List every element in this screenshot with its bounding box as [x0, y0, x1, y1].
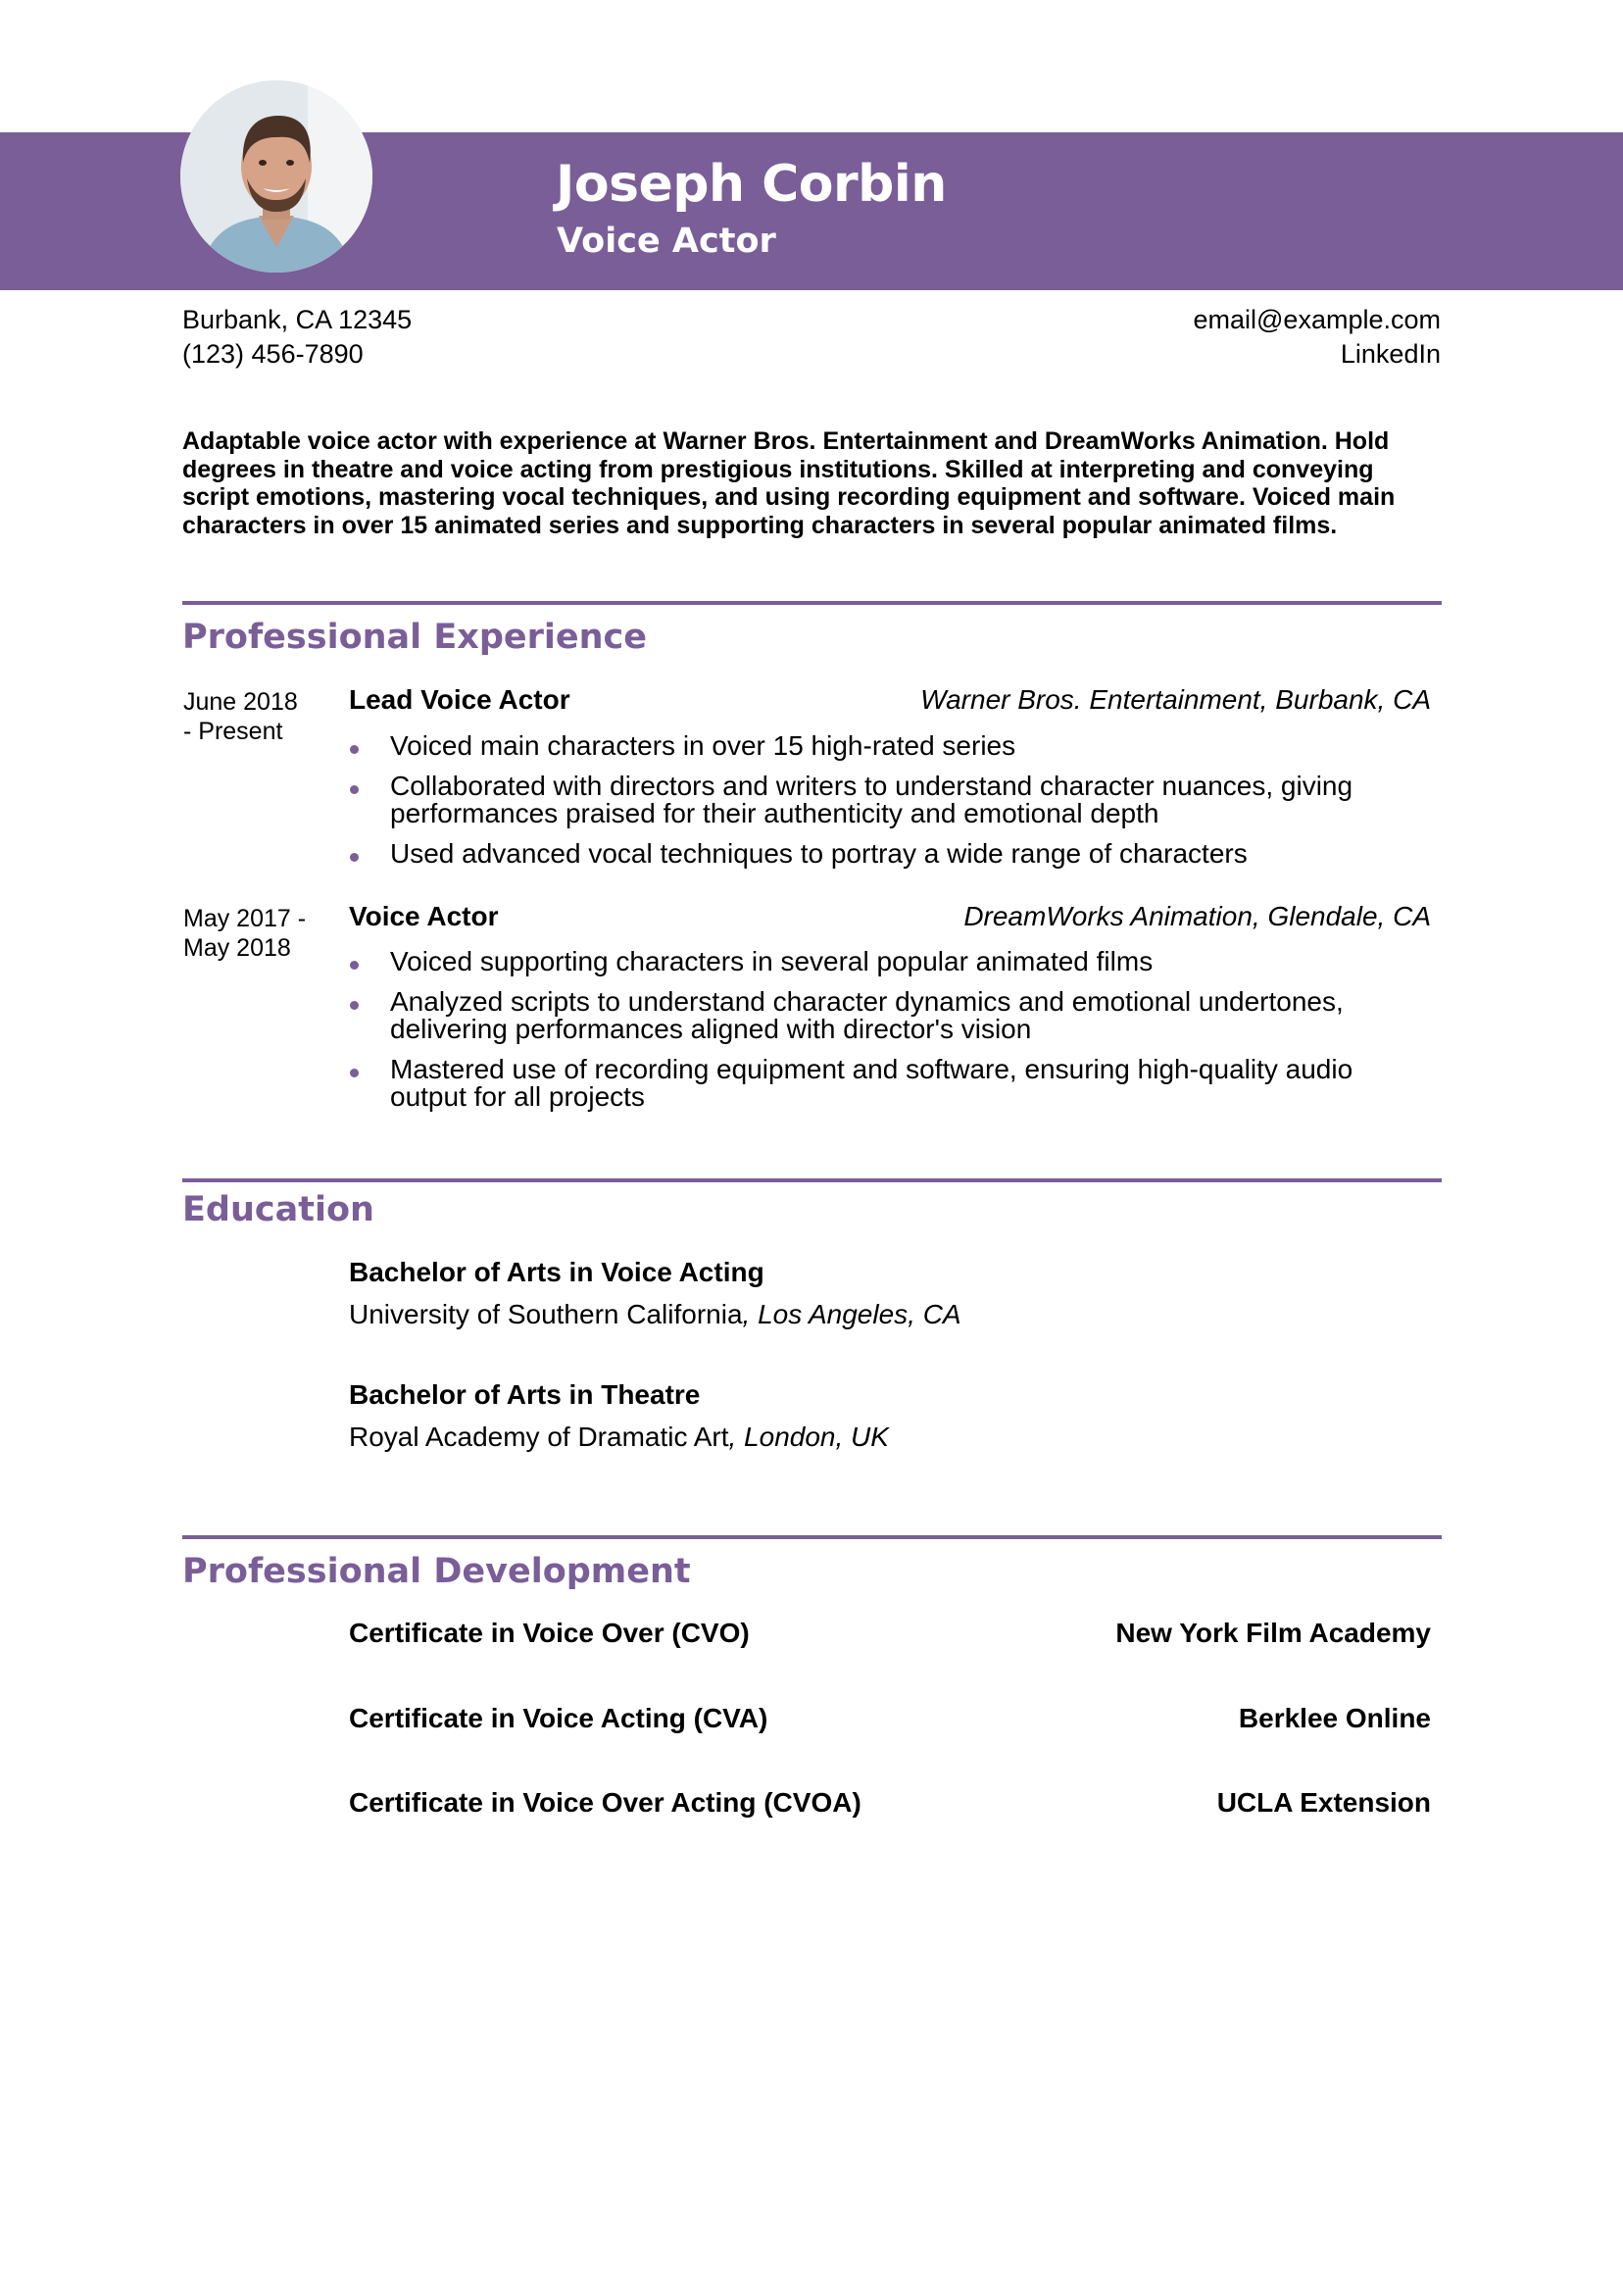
list-item	[349, 1056, 1427, 1111]
bullet-text: Voiced supporting characters in several popular animated films	[390, 946, 1154, 976]
linkedin-link[interactable]: LinkedIn	[1340, 339, 1441, 369]
list-item	[349, 732, 1427, 760]
education-heading: Education	[182, 1190, 374, 1229]
school-line	[349, 1299, 961, 1330]
contact-right	[1194, 303, 1442, 372]
candidate-title: Voice Actor	[557, 222, 776, 261]
experience-heading: Professional Experience	[182, 618, 648, 657]
job-date-start: May 2017 -	[183, 905, 307, 932]
bullet-dot-icon	[350, 785, 359, 794]
development-heading: Professional Development	[182, 1552, 691, 1591]
certificate-name: Certificate in Voice Acting (CVA)	[349, 1703, 768, 1733]
phone-text: (123) 456-7890	[182, 339, 364, 369]
bullet-dot-icon	[350, 745, 359, 754]
degree-title: Bachelor of Arts in Theatre	[349, 1379, 701, 1410]
candidate-name: Joseph Corbin	[556, 155, 947, 214]
job-organization: Warner Bros. Entertainment, Burbank, CA	[920, 684, 1431, 715]
contact-left	[182, 303, 412, 372]
job-title: Voice Actor	[349, 901, 499, 931]
section-divider	[182, 1535, 1442, 1539]
job-organization: DreamWorks Animation, Glendale, CA	[963, 901, 1431, 931]
email-link[interactable]: email@example.com	[1193, 305, 1441, 334]
list-item	[349, 988, 1427, 1043]
bullet-text: Voiced main characters in over 15 high-rated series	[390, 730, 1016, 761]
list-item	[349, 773, 1427, 827]
person-portrait-icon	[180, 80, 372, 273]
certificate-issuer: UCLA Extension	[1216, 1787, 1431, 1818]
list-item	[349, 840, 1427, 868]
school-location: , London, UK	[728, 1422, 889, 1452]
bullet-dot-icon	[350, 961, 359, 970]
bullet-dot-icon	[350, 1069, 359, 1077]
bullet-text: Used advanced vocal techniques to portray a wide range of characters	[390, 838, 1248, 869]
degree-title: Bachelor of Arts in Voice Acting	[349, 1257, 764, 1287]
job-bullet-list	[349, 948, 1427, 1123]
certificate-name: Certificate in Voice Over Acting (CVOA)	[349, 1787, 861, 1818]
summary-paragraph: Adaptable voice actor with experience at Warner Bros. Entertainment and DreamWorks Animation. Hold degrees in theatre and voice acting from prestigious institutions. Skilled at interpreting and conveying script emotions, mastering vocal techniques, and using recording equipment and software. Voiced main characters in over 15 animated series and supporting characters in several popular animated films.	[182, 427, 1396, 539]
job-title: Lead Voice Actor	[349, 684, 570, 715]
bullet-dot-icon	[350, 1001, 359, 1010]
bullet-text: Analyzed scripts to understand character dynamics and emotional undertones, delivering performances aligned with director's vision	[390, 986, 1344, 1044]
section-divider	[182, 1178, 1442, 1182]
certificate-issuer: Berklee Online	[1238, 1703, 1431, 1733]
school-name: Royal Academy of Dramatic Art	[349, 1422, 729, 1452]
certificate-name: Certificate in Voice Over (CVO)	[349, 1618, 750, 1648]
job-date-end: May 2018	[183, 934, 291, 962]
list-item	[349, 948, 1427, 975]
bullet-dot-icon	[350, 853, 359, 862]
job-bullet-list	[349, 732, 1427, 880]
job-date	[183, 687, 298, 746]
certificate-issuer: New York Film Academy	[1115, 1618, 1431, 1648]
job-date-end: - Present	[183, 718, 283, 745]
school-name: University of Southern California	[349, 1299, 743, 1329]
profile-photo	[180, 80, 372, 273]
bullet-text: Mastered use of recording equipment and software, ensuring high-quality audio output for all projects	[390, 1054, 1353, 1112]
job-date-start: June 2018	[183, 688, 298, 716]
job-date	[183, 904, 306, 963]
section-divider	[182, 601, 1442, 605]
bullet-text: Collaborated with directors and writers to understand character nuances, giving performances praised for their authenticity and emotional depth	[390, 771, 1353, 828]
address-text: Burbank, CA 12345	[182, 305, 413, 334]
school-location: , Los Angeles, CA	[742, 1299, 961, 1329]
school-line	[349, 1422, 889, 1453]
